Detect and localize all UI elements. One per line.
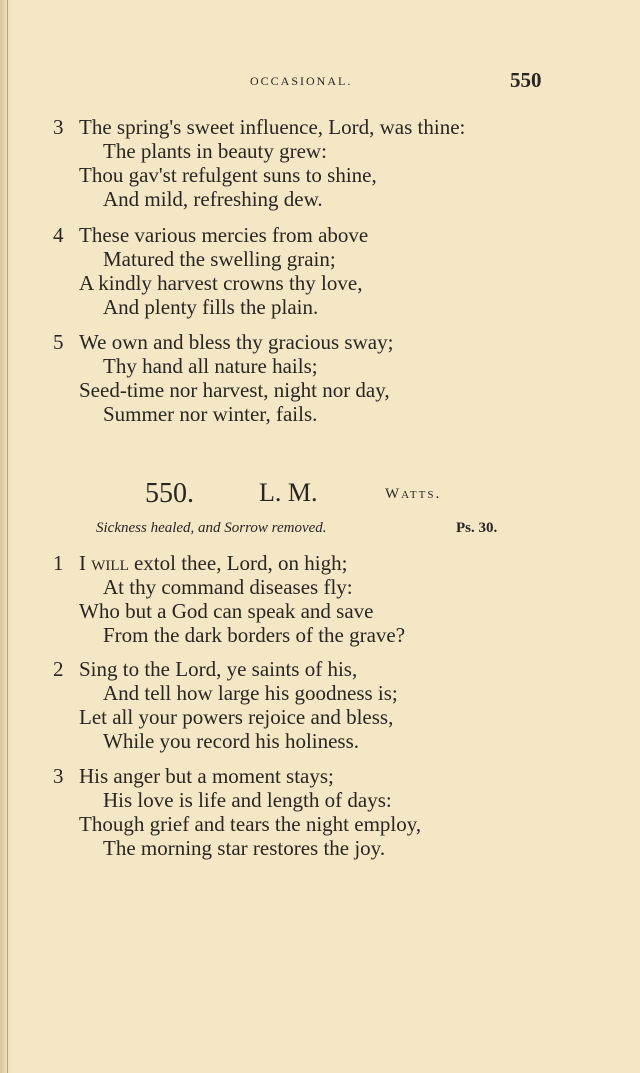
verse-line: The spring's sweet influence, Lord, was thine: [79, 115, 466, 139]
verse-number: 1 [53, 551, 64, 575]
verse-line: And tell how large his goodness is; [103, 681, 398, 705]
verse-number: 5 [53, 330, 64, 354]
verse-line: The plants in beauty grew: [103, 139, 327, 163]
hymn-number: 550. [145, 478, 194, 509]
page-number: 550 [510, 68, 542, 92]
running-head [0, 68, 640, 92]
verse-line: Seed-time nor harvest, night nor day, [79, 378, 390, 402]
verse-line: And plenty fills the plain. [103, 295, 319, 319]
verse-number: 2 [53, 657, 64, 681]
verse-line: Summer nor winter, fails. [103, 402, 318, 426]
verse-line: Who but a God can speak and save [79, 599, 374, 623]
verse-number: 3 [53, 764, 64, 788]
verse-line: The morning star restores the joy. [103, 836, 386, 860]
verse-line: While you record his holiness. [103, 729, 360, 753]
hymn-meter: L. M. [259, 478, 318, 507]
verse-line: I will extol thee, Lord, on high; [79, 551, 348, 575]
hymn-heading [0, 478, 640, 510]
verse-line: A kindly harvest crowns thy love, [79, 271, 363, 295]
verse-number: 4 [53, 223, 64, 247]
binding-line [7, 0, 8, 1073]
verse-line: Though grief and tears the night employ, [79, 812, 422, 836]
verse-line: Thy hand all nature hails; [103, 354, 318, 378]
verse-line: And mild, refreshing dew. [103, 187, 323, 211]
verse-line: From the dark borders of the grave? [103, 623, 406, 647]
verse-line: We own and bless thy gracious sway; [79, 330, 394, 354]
verse-line: At thy command diseases fly: [103, 575, 353, 599]
verse-line: Thou gav'st refulgent suns to shine, [79, 163, 377, 187]
verse-line: Matured the swelling grain; [103, 247, 336, 271]
page-binding-edge [0, 0, 12, 1073]
hymn-author: Watts. [385, 486, 442, 502]
verse-line: Let all your powers rejoice and bless, [79, 705, 394, 729]
running-title: OCCASIONAL. [250, 74, 353, 88]
verse-line: These various mercies from above [79, 223, 369, 247]
verse-line: His love is life and length of days: [103, 788, 392, 812]
verse-line: His anger but a moment stays; [79, 764, 334, 788]
scripture-reference: Ps. 30. [456, 520, 498, 536]
hymn-subtitle: Sickness healed, and Sorrow removed. [96, 520, 327, 536]
verse-number: 3 [53, 115, 64, 139]
verse-line: Sing to the Lord, ye saints of his, [79, 657, 358, 681]
